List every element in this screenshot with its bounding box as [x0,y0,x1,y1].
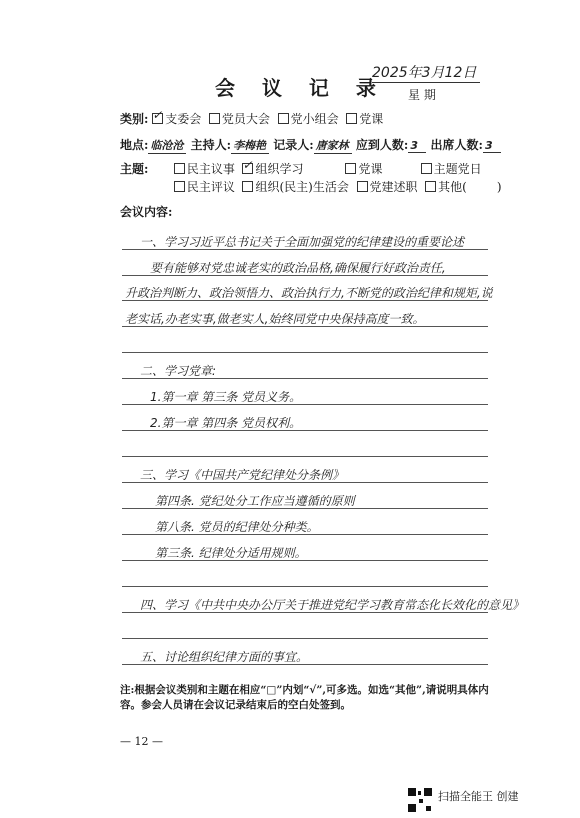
checkbox-icon [174,181,185,192]
theme-option-other[interactable]: 其他( [425,178,467,195]
host-value[interactable]: 李梅艳 [231,137,269,154]
checkbox-icon [209,113,220,124]
footnote: 注:根据会议类别和主题在相应“□”内划“√”,可多选。如选“其他”,请说明具体内容。参会人员请在会议记录结束后的空白处签到。 [120,684,489,711]
checkbox-icon [425,181,436,192]
watermark-text: 扫描全能王 创建 [438,790,519,803]
category-option-group[interactable]: 党小组会 [278,110,339,127]
content-line: 四、学习《中共中央办公厅关于推进党纪学习教育常态化长效化的意见》 [140,598,525,612]
category-option-lecture[interactable]: 党课 [346,110,383,127]
content-line: 第四条. 党纪处分工作应当遵循的原则 [155,494,355,508]
theme-row-1 [120,160,482,177]
content-line: 一、学习习近平总书记关于全面加强党的纪律建设的重要论述 [140,235,465,249]
content-line: 第八条. 党员的纪律处分种类。 [155,520,319,534]
checkbox-icon [152,113,163,124]
theme-row-2 [120,178,502,195]
theme-label: 主题: [120,162,149,176]
date-value: 2025年3月12日 [372,65,477,81]
checkbox-icon [421,163,432,174]
theme-option-party-day[interactable]: 主题党日 [421,160,482,177]
content-line: 1.第一章 第三条 党员义务。 [150,390,302,404]
checkbox-icon [345,163,356,174]
theme-option-study[interactable]: ✓ 组织学习 [242,160,303,177]
ruled-line [122,638,488,639]
theme-option-lecture[interactable]: 党课 [345,160,382,177]
content-label: 会议内容: [120,205,173,219]
recorder-value[interactable]: 唐家林 [314,137,352,154]
content-line: 要有能够对党忠诚老实的政治品格,确保履行好政治责任, [150,261,446,275]
content-line: 第三条. 纪律处分适用规则。 [155,546,307,560]
category-option-branch[interactable]: ✓ 支委会 [152,110,201,127]
attended-label: 出席人数: [430,138,483,152]
content-line: 三、学习《中国共产党纪律处分条例》 [140,468,345,482]
page-number: — 12 — [120,735,163,748]
checkbox-icon [242,181,253,192]
content-line: 升政治判断力、政治领悟力、政治执行力,不断党的政治纪律和规矩,说 [125,286,493,300]
theme-option-democratic-affairs[interactable]: 民主议事 [174,160,235,177]
checkbox-icon [242,163,253,174]
theme-option-report[interactable]: 党建述职 [357,178,418,195]
weekday-label: 星 期 [408,88,436,102]
checkbox-icon [174,163,185,174]
scanner-watermark [438,788,519,804]
ruled-line [122,456,488,457]
content-line: 2.第一章 第四条 党员权利。 [150,416,302,430]
ruled-line [122,586,488,587]
expected-label: 应到人数: [355,138,409,152]
location-label: 地点: [120,138,149,152]
ruled-line [122,352,488,353]
page-title: 会 议 记 录 [215,76,386,100]
category-label: 类别: [120,112,149,126]
attended-value[interactable]: 3 [483,139,501,153]
qr-code-icon [408,788,432,812]
category-row [120,110,383,127]
expected-value[interactable]: 3 [408,139,426,153]
info-row [120,136,501,154]
category-option-members[interactable]: 党员大会 [209,110,270,127]
checkbox-icon [346,113,357,124]
theme-option-life-meeting[interactable]: 组织(民主)生活会 [242,178,348,195]
theme-other-close: ) [496,180,502,194]
checkbox-icon [278,113,289,124]
content-line: 二、学习党章: [140,364,217,378]
content-line: 老实话,办老实事,做老实人,始终同党中央保持高度一致。 [125,312,425,326]
date-underline [372,82,480,83]
host-label: 主持人: [190,138,232,152]
location-value[interactable]: 临沧沧 [148,137,186,154]
checkbox-icon [357,181,368,192]
recorder-label: 记录人: [273,138,314,152]
date-field [372,62,476,82]
theme-option-evaluation[interactable]: 民主评议 [174,178,235,195]
content-line: 五、讨论组织纪律方面的事宜。 [140,650,309,664]
